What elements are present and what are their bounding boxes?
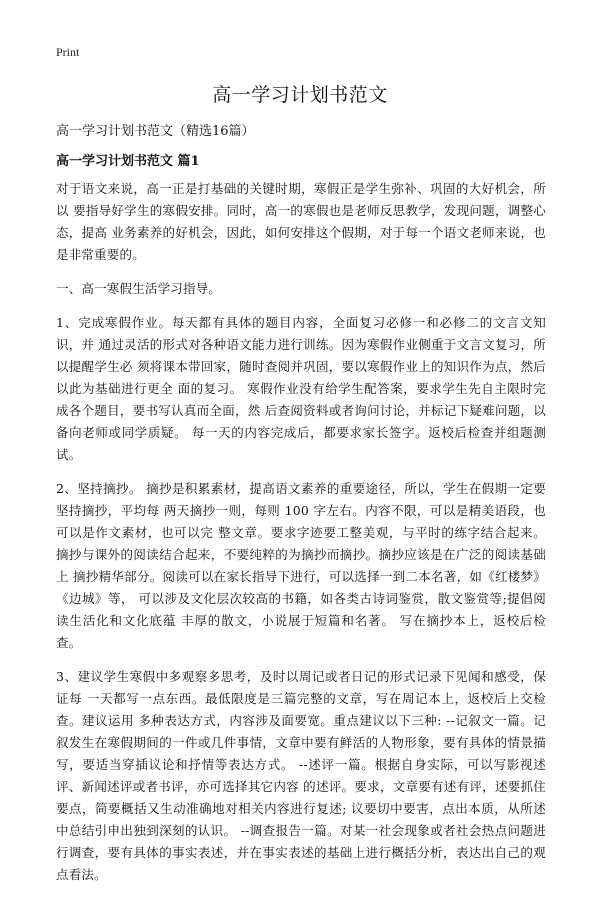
section-heading: 高一学习计划书范文 篇1: [56, 154, 200, 169]
print-link[interactable]: Print: [56, 45, 80, 59]
paragraph-excerpts: 2、坚持摘抄。 摘抄是积累素材，提高语文素养的重要途径，所以，学生在假期一定要坚持摘抄，平均每 两天摘抄一则，每则 100 字左右。内容不限，可以是精美语段，也可以是作文素材，也可以完 整文章。要求字迹要工整美观，与平时的练字结合起来。 摘抄与课外的阅读结合起来，不要纯粹的为摘抄而摘抄。摘抄应该是在广泛的阅读基础上 摘抄精华部分。阅读可以在家长指导下进行，可以选择一到二本名著，如《红楼梦》《边城》等， 可以涉及文化层次较高的书籍，如各类古诗词鉴赏，散文鉴赏等;提倡阅读生活化和文化底蕴 丰厚的散文，小说展于短篇和名著。 写在摘抄本上，返校后检查。: [56, 481, 546, 650]
document-subtitle: 高一学习计划书范文（精选16篇）: [56, 124, 255, 139]
paragraph-observation: 3、建议学生寒假中多观察多思考，及时以周记或者日记的形式记录下见闻和感受，保证每 一天都写一点东西。最低限度是三篇完整的文章，写在周记本上，返校后上交检查。建议运用 多种表达方式，内容涉及面要宽。重点建议以下三种: --记叙文一篇。记叙发生在寒假期间的一件或几件事情，文章中要有鲜活的人物形象，要有具体的情景描写，要适当穿插议论和抒情等表达方式。 --述评一篇。根据自身实际，可以写影视述评、新闻述评或者书评，亦可选择其它内容 的述评。要求，文章要有述有评，述要抓住要点，简要概括又生动准确地对相关内容进行复述; 议要切中要害，点出本质，从所述中总结引申出独到深刻的认识。 --调查报告一篇。对某一社会现象或者社会热点问题进行调查，要有具体的事实表述，并在事实表述的基础上进行概括分析，表达出自己的观点看法。: [56, 669, 546, 882]
subsection-heading: 一、高一寒假生活学习指导。: [56, 281, 222, 296]
page-title: 高一学习计划书范文: [212, 84, 388, 106]
document-body: [56, 178, 546, 898]
intro-paragraph: 对于语文来说，高一正是打基础的关键时期，寒假正是学生弥补、巩固的大好机会，所以 要指导好学生的寒假安排。同时，高一的寒假也是老师反思教学，发现问题，调整心态，提高 业务素养的好机会，因此，如何安排这个假期，对于每一个语文老师来说，也是非常重要的。: [56, 181, 546, 262]
paragraph-homework: 1、完成寒假作业。每天都有具体的题目内容，全面复习必修一和必修二的文言文知识，并 通过灵活的形式对各种语文能力进行训练。因为寒假作业侧重于文言文复习，所以提醒学生必 须将课本带回家，随时查阅并巩固，要以寒假作业上的知识作为点，然后以此为基础进行更全 面的复习。 寒假作业没有给学生配答案，要求学生先自主限时完成各个题目，要书写认真而全面，然 后查阅资料或者询问讨论，并标记下疑难问题，以备向老师或同学质疑。 每一天的内容完成后，都要求家长签字。返校后检查并组题测试。: [56, 315, 546, 462]
